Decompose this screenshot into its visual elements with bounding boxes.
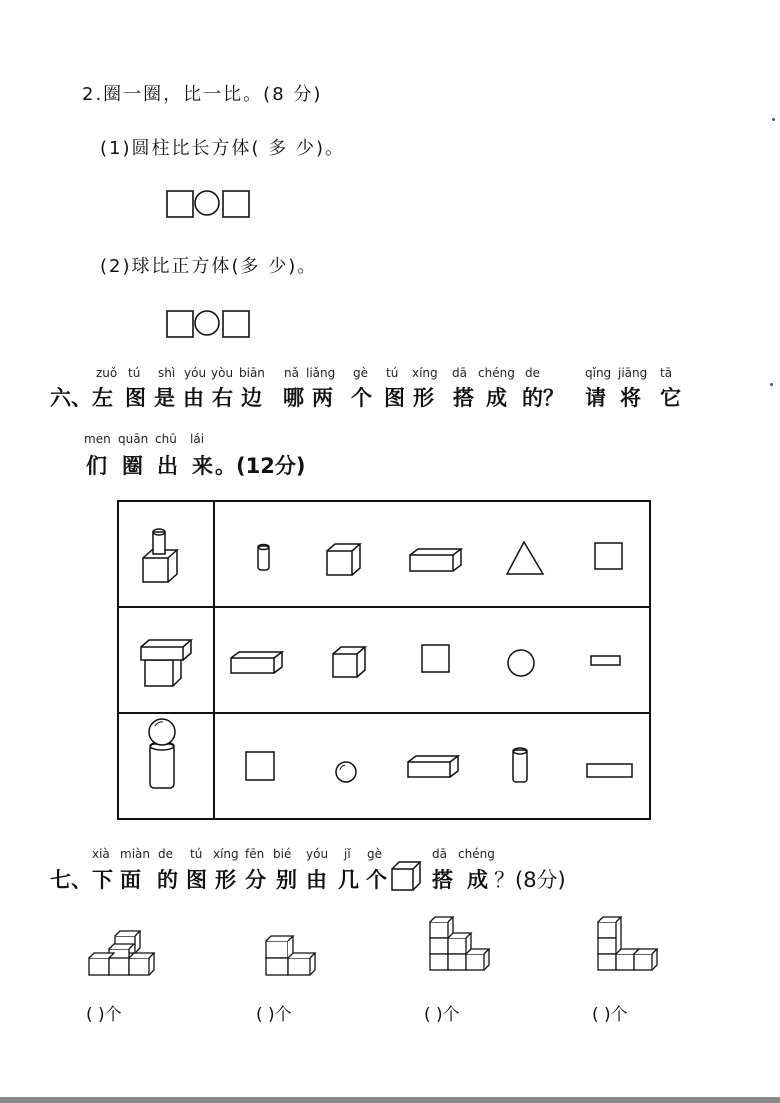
pinyin: chéng [478,366,515,380]
answer-blank-4[interactable]: ( )个 [592,1005,628,1025]
cuboid-icon [231,652,282,673]
pinyin: tú [190,847,203,861]
char: 图 [186,868,207,892]
char: 成 [467,868,488,892]
pinyin: chéng [458,847,495,861]
char: 搭 [453,386,474,410]
char: 它 [660,386,681,410]
cube-stack-figure-1 [86,928,166,980]
cube-icon [333,647,365,677]
sphere-on-cylinder-icon [149,719,175,788]
pinyin: yòu [211,366,234,380]
pinyin: jiāng [618,366,648,380]
square-circle-square-icon [165,188,255,220]
cylinder-icon [513,748,527,782]
pinyin: quān [118,432,149,446]
char: 个 [351,386,372,410]
square-icon [595,543,622,569]
char: 右 [212,386,233,410]
pinyin: liǎng [306,366,336,380]
cylinder-on-cube-icon [143,529,177,582]
char: 两 [312,386,333,410]
answer-blank-2[interactable]: ( )个 [256,1005,292,1025]
char: 七、下 [50,868,113,892]
char: 。(12分) [215,454,306,478]
square-icon [246,752,274,780]
cuboid-icon [408,756,458,777]
char: 哪 [283,386,304,410]
char: 圈 [122,454,143,478]
rectangle-icon [587,764,632,777]
pinyin: dā [432,847,447,861]
char: 由 [183,386,204,410]
shape-table [117,500,651,820]
sphere-icon [336,762,356,782]
char: 们 [86,454,107,478]
pinyin: yóu [184,366,207,380]
rectangle-icon [591,656,620,665]
pinyin: lái [190,432,205,446]
scan-dot [770,383,773,386]
scan-edge [0,1097,780,1103]
cylinder-icon [258,545,269,571]
char: 由 [306,868,327,892]
circle-icon [508,650,534,676]
question-2-part1: (1)圆柱比长方体( 多 少)。 [100,138,345,159]
pinyin: miàn [120,847,150,861]
question-2-part2: (2)球比正方体(多 少)。 [100,256,318,277]
char: 几 [338,868,359,892]
cube-stack-figure-2 [262,932,324,980]
char: 的 [157,868,178,892]
pinyin: tú [386,366,399,380]
pinyin: dā [452,366,467,380]
pinyin: shì [158,366,176,380]
char: 面 [120,868,141,892]
pinyin: jǐ [344,847,351,861]
pinyin: tú [128,366,141,380]
char: 图 [384,386,405,410]
scan-dot [772,118,775,121]
small-cube-icon [390,860,422,892]
pinyin: yóu [306,847,329,861]
cuboid-icon [410,549,461,571]
question-2-title: 2.圈一圈，比一比。(8 分) [82,84,323,105]
char: 搭 [432,868,453,892]
pinyin: xíng [213,847,239,861]
char: 的？ [522,386,564,410]
pinyin: zuǒ [96,366,118,380]
char: 图 [125,386,146,410]
char: ？(8分) [494,868,566,892]
cuboid-on-cube-icon [141,640,191,686]
pinyin: de [525,366,540,380]
pinyin: chū [155,432,177,446]
pinyin: xià [92,847,110,861]
char: 是 [154,386,175,410]
char: 个 [366,868,387,892]
cube-stack-figure-3 [426,914,496,980]
char: 形 [413,386,434,410]
char: 出 [157,454,178,478]
pinyin: men [84,432,111,446]
pinyin: fēn [245,847,265,861]
answer-blank-1[interactable]: ( )个 [86,1005,122,1025]
pinyin: tā [660,366,673,380]
char: 请 [585,386,606,410]
cube-icon [327,544,360,575]
char: 形 [215,868,236,892]
char: 分 [245,868,266,892]
char: 成 [486,386,507,410]
pinyin: xíng [412,366,438,380]
pinyin: nǎ [284,366,299,380]
cube-stack-figure-4 [594,914,664,980]
pinyin: qǐng [585,366,612,380]
char: 边 [241,386,262,410]
pinyin: biān [239,366,265,380]
pinyin: gè [367,847,382,861]
pinyin: gè [353,366,368,380]
triangle-icon [507,542,543,574]
answer-blank-3[interactable]: ( )个 [424,1005,460,1025]
char: 六、左 [50,386,113,410]
char: 来 [192,454,213,478]
pinyin: de [158,847,173,861]
square-circle-square-icon [165,308,255,340]
char: 别 [276,868,297,892]
square-icon [422,645,449,672]
pinyin: bié [273,847,292,861]
char: 将 [620,386,641,410]
